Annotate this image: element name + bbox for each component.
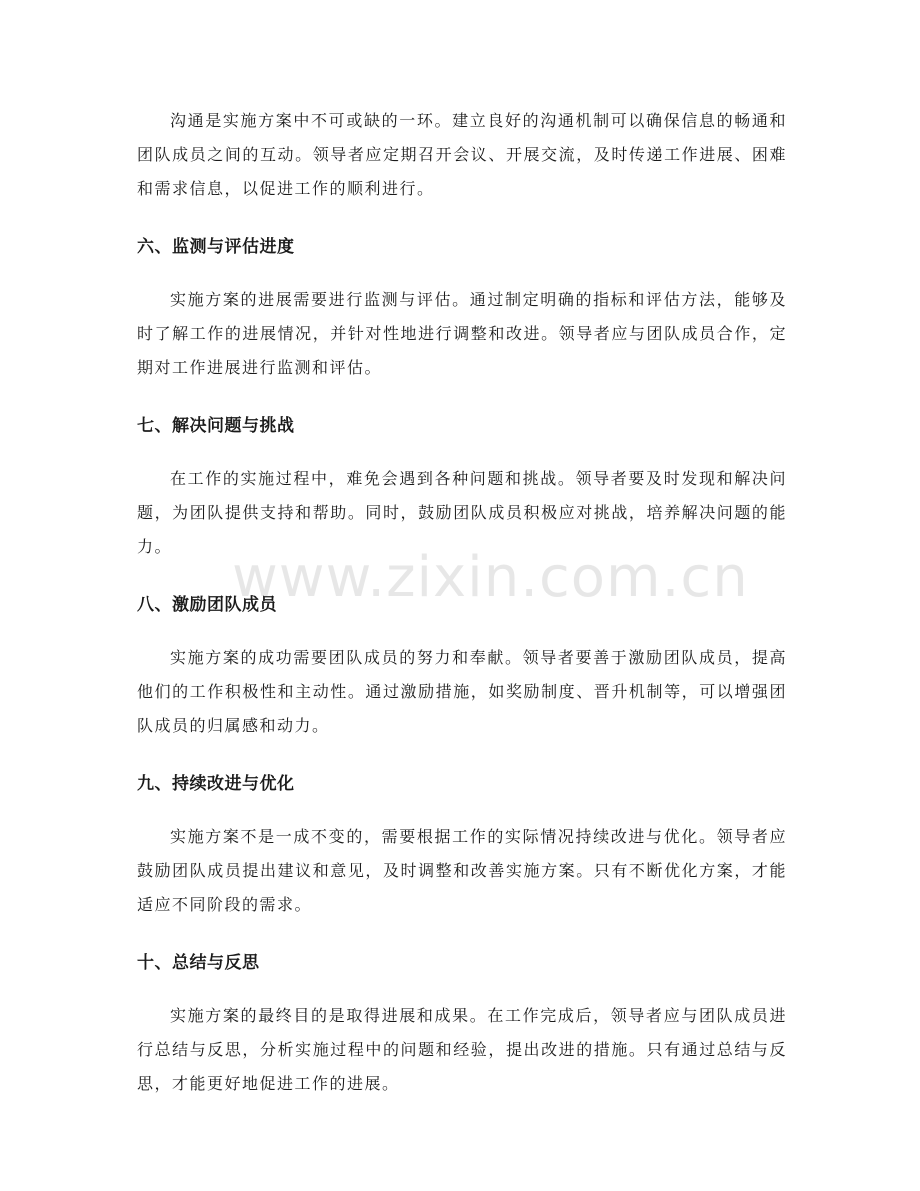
- section-paragraph-8: 实施方案的成功需要团队成员的努力和奉献。领导者要善于激励团队成员，提高他们的工作积极性和主动性。通过激励措施，如奖励制度、晋升机制等，可以增强团队成员的归属感和动力。: [137, 648, 787, 735]
- section-heading-10: 十、总结与反思: [137, 953, 260, 973]
- spacer: [137, 797, 787, 820]
- section-heading-9: 九、持续改进与优化: [137, 774, 295, 794]
- watermark: www.zixin.com.cn: [232, 545, 749, 610]
- section-heading-7: 七、解决问题与挑战: [137, 416, 295, 436]
- spacer: [137, 922, 787, 950]
- section-paragraph-10: 实施方案的最终目的是取得进展和成果。在工作完成后，领导者应与团队成员进行总结与反思，分析实施过程中的问题和经验，提出改进的措施。只有通过总结与反思，才能更好地促进工作的进展。: [137, 1006, 787, 1093]
- section-paragraph-7: 在工作的实施过程中，难免会遇到各种问题和挑战。领导者要及时发现和解决问题，为团队提供支持和帮助。同时，鼓励团队成员积极应对挑战，培养解决问题的能力。: [137, 469, 787, 556]
- spacer: [137, 743, 787, 771]
- spacer: [137, 976, 787, 999]
- spacer: [137, 385, 787, 413]
- spacer: [137, 206, 787, 234]
- section-heading-8: 八、激励团队成员: [137, 595, 277, 615]
- section-paragraph-9: 实施方案不是一成不变的，需要根据工作的实际情况持续改进与优化。领导者应鼓励团队成员提出建议和意见，及时调整和改善实施方案。只有不断优化方案，才能适应不同阶段的需求。: [137, 827, 787, 914]
- spacer: [137, 260, 787, 283]
- spacer: [137, 439, 787, 462]
- intro-paragraph: 沟通是实施方案中不可或缺的一环。建立良好的沟通机制可以确保信息的畅通和团队成员之间的互动。领导者应定期召开会议、开展交流，及时传递工作进展、困难和需求信息，以促进工作的顺利进行。: [137, 111, 787, 198]
- section-paragraph-6: 实施方案的进展需要进行监测与评估。通过制定明确的指标和评估方法，能够及时了解工作的进展情况，并针对性地进行调整和改进。领导者应与团队成员合作，定期对工作进展进行监测和评估。: [137, 290, 787, 377]
- document-body: [137, 104, 787, 1101]
- section-heading-6: 六、监测与评估进度: [137, 237, 295, 257]
- spacer: [137, 564, 787, 592]
- spacer: [137, 618, 787, 641]
